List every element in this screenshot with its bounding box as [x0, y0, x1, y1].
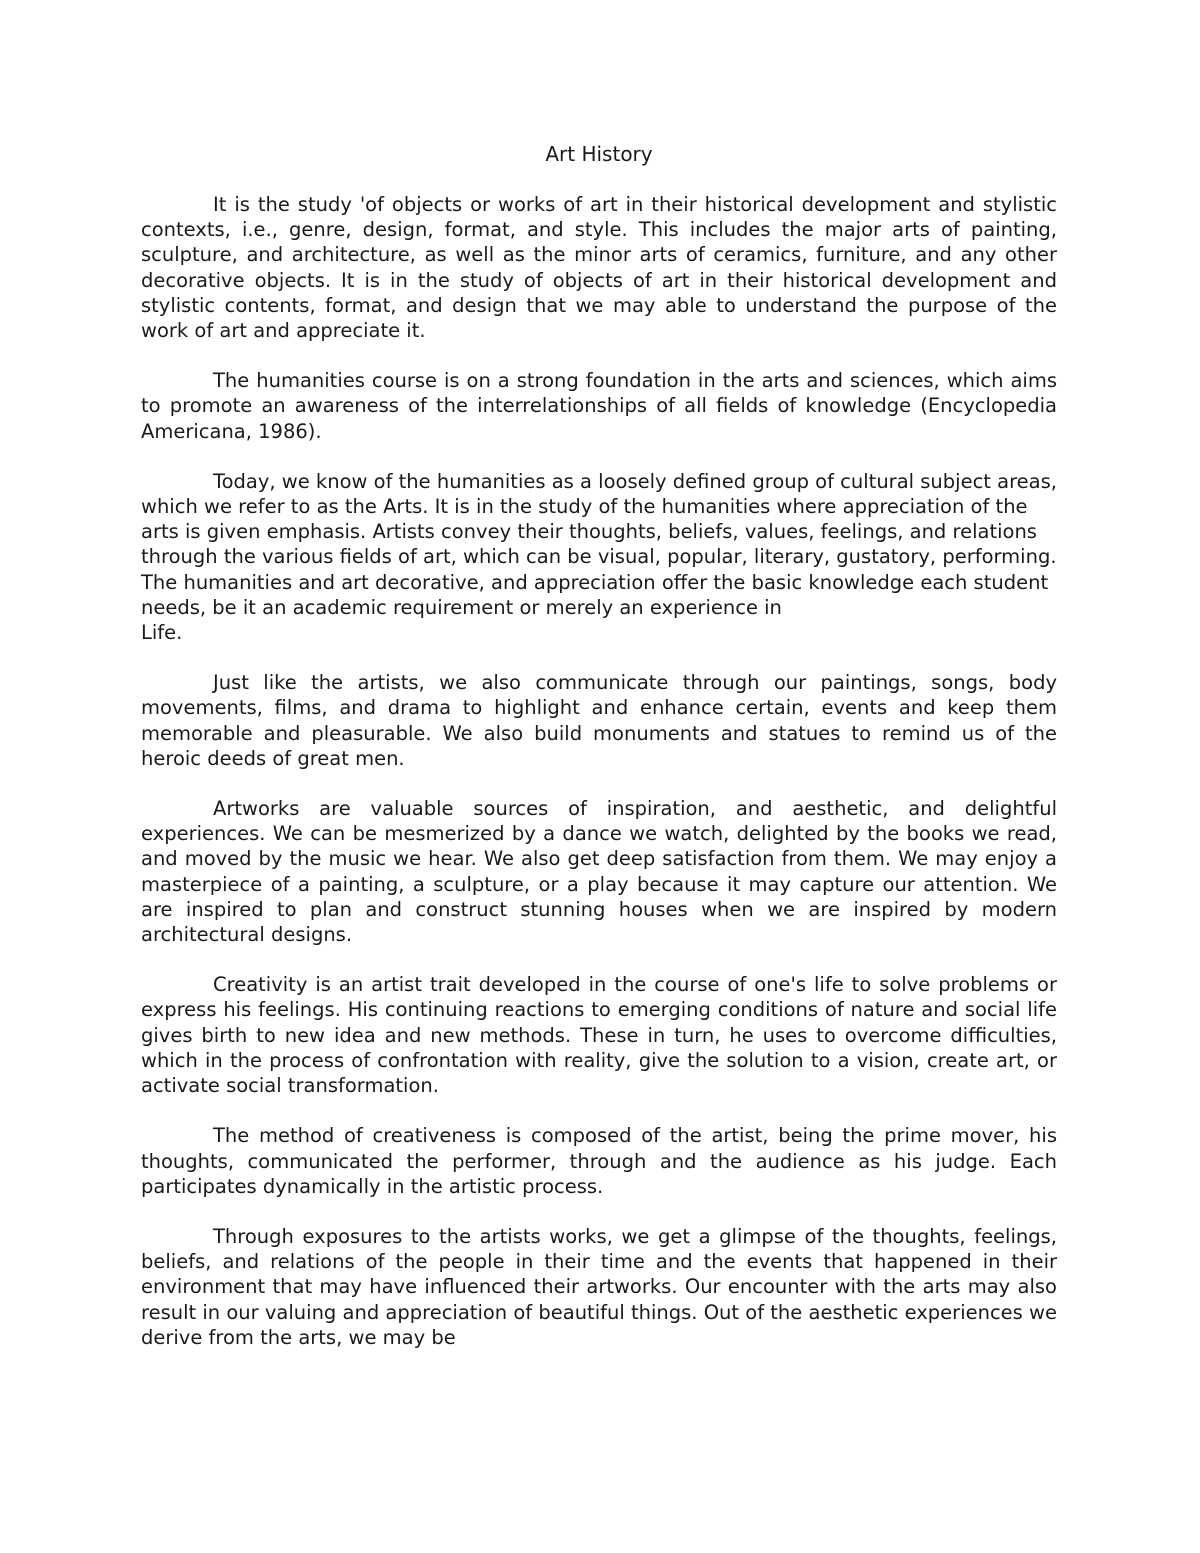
document-body — [141, 140, 1057, 1375]
paragraph-3-tail: Life. — [141, 621, 183, 645]
paragraph-8: Through exposures to the artists works, we get a glimpse of the thoughts, feelings, beliefs, and relations of the people in their time and the events that happened in their environment that may have influenced their artworks. Our encounter with the arts may also result in our valuing and appreciation of beautiful things. Out of the aesthetic experiences we derive from the arts, we may be — [141, 1224, 1057, 1349]
paragraph-3-body: Today, we know of the humanities as a loosely defined group of cultural subject areas, which we refer to as the Arts. It is in the study of the humanities where appreciation of the arts is given emphasis. Artists convey their thoughts, beliefs, values, feelings, and relations through the various fields of art, which can be visual, popular, literary, gustatory, performing. The humanities and art decorative, and appreciation offer the basic knowledge each student needs, be it an academic requirement or merely an experience in — [141, 469, 1057, 619]
paragraph-7: The method of creativeness is composed of the artist, being the prime mover, his thoughts, communicated the performer, through and the audience as his judge. Each participates dynamically in the artistic process. — [141, 1124, 1057, 1198]
paragraph-4: Just like the artists, we also communicate through our paintings, songs, body movements, films, and drama to highlight and enhance certain, events and keep them memorable and pleasurable. We also build monuments and statues to remind us of the heroic deeds of great men. — [141, 671, 1057, 770]
document-title: Art History — [545, 142, 653, 166]
paragraph-2: The humanities course is on a strong foundation in the arts and sciences, which aims to promote an awareness of the interrelationships of all fields of knowledge (Encyclopedia Americana, 1986). — [141, 369, 1057, 443]
paragraph-6: Creativity is an artist trait developed in the course of one's life to solve problems or express his feelings. His continuing reactions to emerging conditions of nature and social life gives birth to new idea and new methods. These in turn, he uses to overcome difficulties, which in the process of confrontation with reality, give the solution to a vision, create art, or activate social transformation. — [141, 973, 1057, 1098]
paragraph-1: It is the study 'of objects or works of art in their historical development and stylistic contexts, i.e., genre, design, format, and style. This includes the major arts of painting, sculpture, and architecture, as well as the minor arts of ceramics, furniture, and any other decorative objects. It is in the study of objects of art in their historical development and stylistic contents, format, and design that we may able to understand the purpose of the work of art and appreciate it. — [141, 193, 1057, 343]
paragraph-5: Artworks are valuable sources of inspiration, and aesthetic, and delightful experiences. We can be mesmerized by a dance we watch, delighted by the books we read, and moved by the music we hear. We also get deep satisfaction from them. We may enjoy a masterpiece of a painting, a sculpture, or a play because it may capture our attention. We are inspired to plan and construct stunning houses when we are inspired by modern architectural designs. — [141, 797, 1057, 947]
paragraph-3 — [141, 469, 1057, 645]
